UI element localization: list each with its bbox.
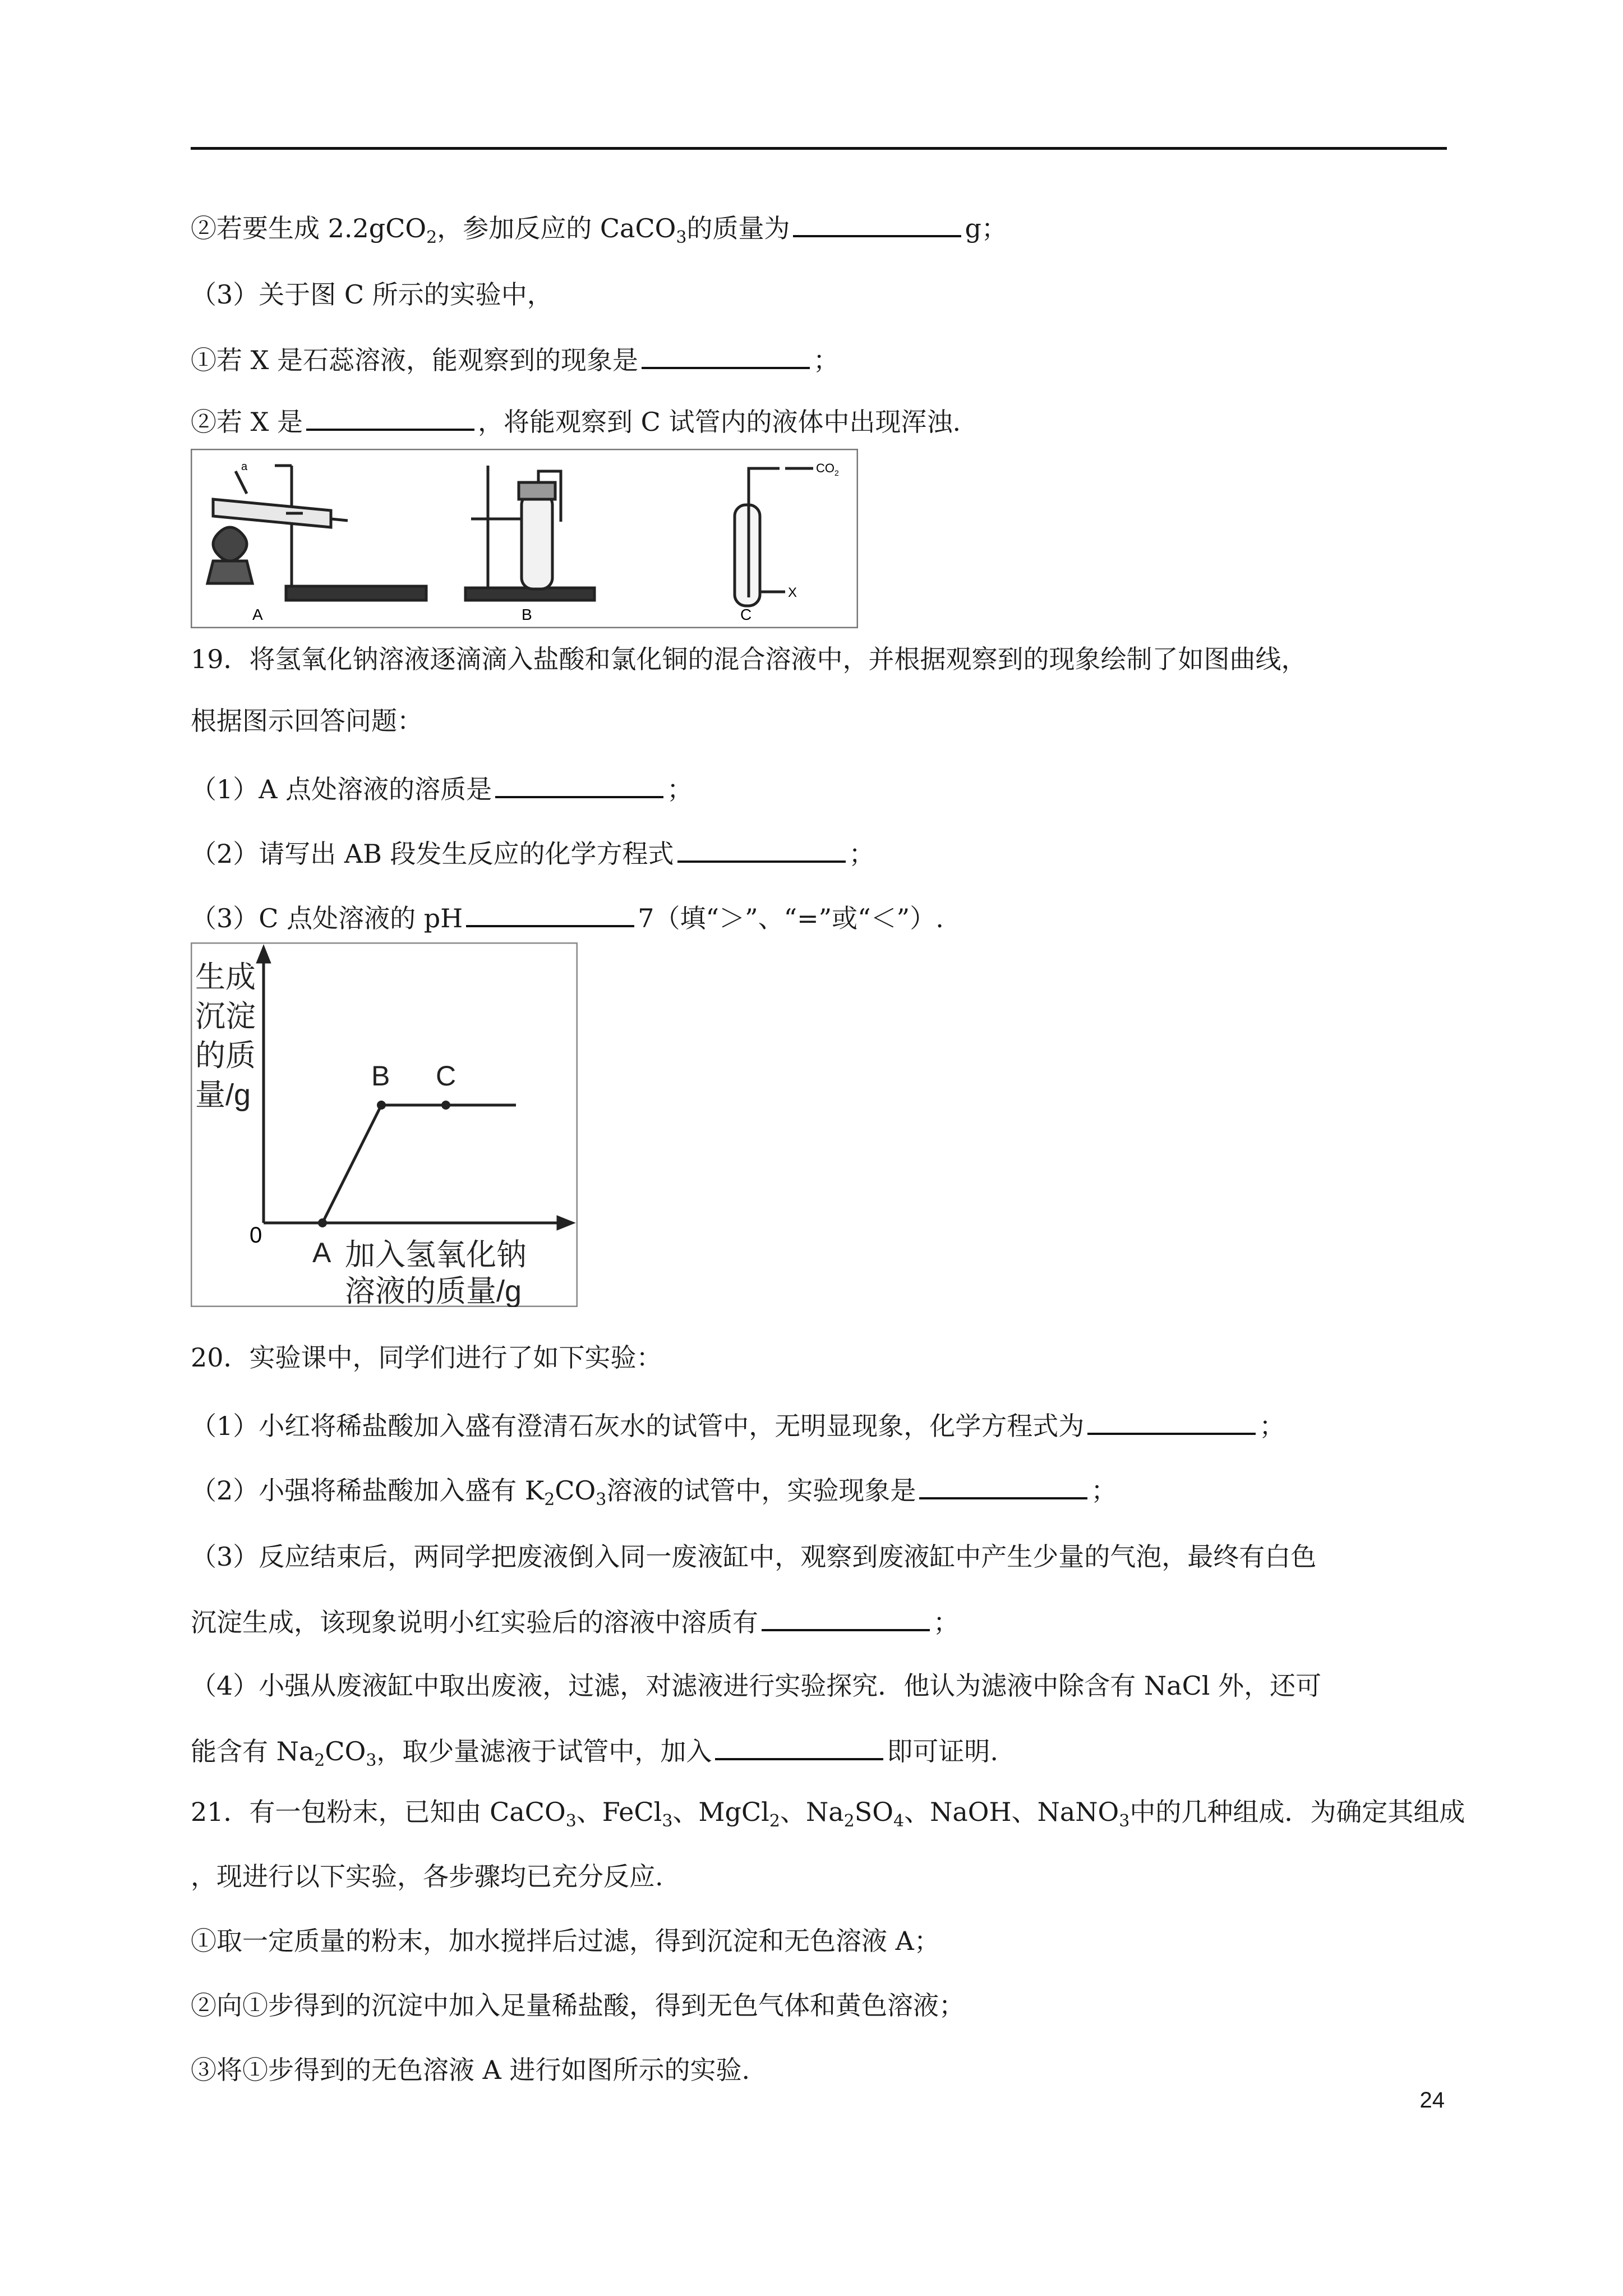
q21-step2: ②向①步得到的沉淀中加入足量稀盐酸，得到无色气体和黄色溶液； — [191, 1990, 965, 2021]
q21-step3: ③将①步得到的无色溶液 A 进行如图所示的实验. — [191, 2055, 750, 2085]
q21-step1: ①取一定质量的粉末，加水搅拌后过滤，得到沉淀和无色溶液 A； — [191, 1926, 940, 1956]
q21-stem: 21．有一包粉末，已知由 CaCO$_3$、FeCl$_3$、MgCl$_2$、$Na_2SO_4$、NaOH、NaNO$_3$中的几种组成．为确定其组成 — [191, 1797, 1465, 1832]
precipitate-chart — [191, 942, 578, 1307]
answer-blank[interactable] — [1087, 1408, 1256, 1435]
data-point-c — [441, 1101, 450, 1110]
chart-axes — [258, 948, 572, 1228]
q20-part1: （1）小红将稀盐酸加入盛有澄清石灰水的试管中，无明显现象，化学方程式为 ； — [191, 1408, 1453, 1443]
answer-blank[interactable] — [642, 342, 810, 369]
q19-part3: （3）C 点处溶液的 pH 7（填“＞”、“=”或“＜”）. — [191, 900, 1453, 935]
apparatus-figure — [191, 449, 858, 628]
header-rule — [191, 147, 1447, 150]
origin-label: 0 — [250, 1223, 262, 1248]
data-point-b — [377, 1101, 386, 1110]
y-label-line-3: 的质 — [195, 1039, 256, 1073]
answer-blank[interactable] — [919, 1473, 1087, 1499]
q20-part4-cont: 能含有 $Na_2CO_3$，取少量滤液于试管中，加入 即可证明. — [191, 1733, 1453, 1778]
apparatus-a — [208, 466, 426, 600]
label-A: A — [252, 606, 263, 623]
apparatus-c — [735, 468, 813, 606]
x-label-line-2: 溶液的质量/g — [345, 1274, 522, 1307]
page-number: 24 — [1419, 2088, 1445, 2113]
series-line — [322, 1105, 516, 1223]
answer-blank[interactable] — [677, 836, 846, 863]
q20-stem: 20．实验课中，同学们进行了如下实验： — [191, 1342, 662, 1373]
q20-part2: （2）小强将稀盐酸加入盛有 $K_2CO_3$溶液的试管中，实验现象是 ； — [191, 1473, 1453, 1517]
q18-part3-heading: （3）关于图 C 所示的实验中， — [191, 279, 553, 310]
data-point-a — [318, 1218, 327, 1227]
q19-part2: （2）请写出 AB 段发生反应的化学方程式 ； — [191, 836, 1453, 871]
q19-part1: （1）A 点处溶液的溶质是 ； — [191, 771, 1453, 806]
q20-part3-cont: 沉淀生成，该现象说明小红实验后的溶液中溶质有 ； — [191, 1604, 1453, 1639]
q20-part4: （4）小强从废液缸中取出废液，过滤，对滤液进行实验探究．他认为滤液中除含有 NaCl 外，还可 — [191, 1671, 1322, 1701]
answer-blank[interactable] — [715, 1733, 883, 1760]
answer-blank[interactable] — [793, 210, 961, 237]
y-label-line-4: 量/g — [195, 1078, 251, 1112]
answer-blank[interactable] — [466, 900, 634, 927]
apparatus-b — [465, 466, 594, 600]
point-label-a: A — [312, 1237, 331, 1268]
y-label-line-2: 沉淀 — [195, 1000, 256, 1033]
point-label-c: C — [436, 1060, 457, 1092]
answer-blank[interactable] — [495, 771, 663, 798]
q20-part3: （3）反应结束后，两同学把废液倒入同一废液缸中，观察到废液缸中产生少量的气泡，最终有白色 — [191, 1542, 1317, 1572]
q21-stem-cont: ，现进行以下实验，各步骤均已充分反应. — [191, 1861, 663, 1892]
label-a-small: a — [241, 461, 248, 473]
label-x: X — [788, 585, 797, 600]
label-B: B — [522, 606, 532, 623]
q18-part3-1: ①若 X 是石蕊溶液，能观察到的现象是 ； — [191, 342, 1453, 377]
y-label-line-1: 生成 — [195, 960, 256, 994]
label-C: C — [740, 606, 752, 623]
q18-part3-2: ②若 X 是 ，将能观察到 C 试管内的液体中出现浑浊. — [191, 404, 1453, 439]
q19-stem-2: 根据图示回答问题： — [191, 706, 423, 736]
point-label-b: B — [371, 1060, 390, 1092]
q18-part2-line: ②若要生成 2.2gCO$_2$，参加反应的 CaCO$_3$的质量为 g； — [191, 210, 1453, 255]
answer-blank[interactable] — [306, 404, 474, 431]
answer-blank[interactable] — [762, 1604, 930, 1631]
x-label-line-1: 加入氢氧化钠 — [345, 1238, 527, 1272]
q19-stem: 19．将氢氧化钠溶液逐滴滴入盐酸和氯化铜的混合溶液中，并根据观察到的现象绘制了如图曲线， — [191, 644, 1307, 674]
label-co2: $CO_2$ — [816, 461, 839, 477]
